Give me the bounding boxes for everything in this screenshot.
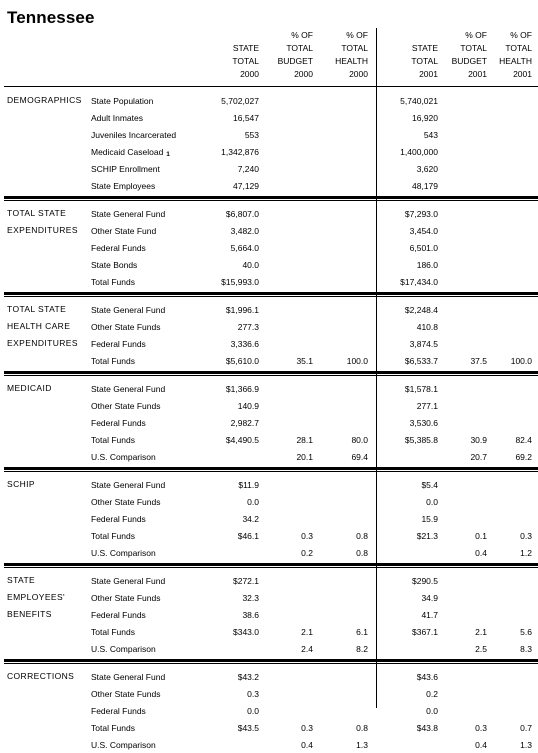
cell-value: 34.2 [242,514,259,524]
cell-value: 28.1 [296,435,313,445]
table-row [0,414,538,431]
cell-value: 0.3 [520,531,532,541]
row-label [91,226,156,236]
cell-value: 2.1 [301,627,313,637]
cell-value: 0.0 [247,497,259,507]
row-label-text: Other State Funds [91,689,161,699]
section-name: TOTAL STATE [7,304,67,314]
section-rule [4,196,538,199]
row-label-text: State General Fund [91,305,166,315]
cell-value: 0.8 [356,548,368,558]
column-header-line: 2001 [513,69,532,79]
column-header-line: TOTAL [460,43,487,53]
table-row [0,544,538,561]
cell-value: 82.4 [515,435,532,445]
cell-value: 277.1 [416,401,438,411]
row-label [91,384,165,394]
row-label-text: Total Funds [91,723,135,733]
cell-value: 3,336.6 [230,339,259,349]
cell-value: 0.3 [301,723,313,733]
cell-value: 0.3 [301,531,313,541]
cell-value: 100.0 [346,356,368,366]
cell-value: $6,533.7 [404,356,438,366]
section-name: CORRECTIONS [7,671,75,681]
row-label-text: SCHIP Enrollment [91,164,160,174]
table-row [0,527,538,544]
row-label-text: State General Fund [91,480,166,490]
section-name: SCHIP [7,479,35,489]
cell-value: $343.0 [233,627,259,637]
row-label-text: State General Fund [91,209,166,219]
table-row [0,205,538,222]
row-label [91,401,160,411]
row-label [91,627,135,637]
table-row [0,380,538,397]
row-label [91,576,165,586]
column-header [499,29,532,81]
column-header-line: HEALTH [499,56,532,66]
cell-value: 1.3 [520,740,532,750]
row-label-text: Federal Funds [91,706,146,716]
header-rule [4,86,538,87]
section-name: EMPLOYEES' [7,592,66,602]
table-row [0,668,538,685]
row-label [91,610,146,620]
section-rule-thin [4,471,538,472]
row-label [91,305,165,315]
table-row [0,640,538,657]
cell-value: $43.8 [416,723,438,733]
row-label [91,740,156,750]
column-header-line: TOTAL [286,43,313,53]
cell-value: $5.4 [421,480,438,490]
cell-value: 5.6 [520,627,532,637]
section-rule [4,467,538,470]
table-row [0,685,538,702]
row-label [91,644,156,654]
table-row [0,92,538,109]
column-header-line: TOTAL [341,43,368,53]
cell-value: $2,248.4 [404,305,438,315]
table-row [0,623,538,640]
cell-value: 16,547 [233,113,259,123]
table-row [0,702,538,719]
cell-value: 0.0 [426,706,438,716]
table-row [0,719,538,736]
cell-value: 0.2 [301,548,313,558]
cell-value: 100.0 [510,356,532,366]
cell-value: 0.1 [475,531,487,541]
table-row [0,160,538,177]
table-row [0,352,538,369]
section-name: DEMOGRAPHICS [7,95,82,105]
cell-value: $1,578.1 [404,384,438,394]
row-label [91,209,165,219]
cell-value: 0.0 [426,497,438,507]
cell-value: $367.1 [412,627,438,637]
row-label [91,672,165,682]
cell-value: 32.3 [242,593,259,603]
cell-value: 2,982.7 [230,418,259,428]
cell-value: 5,740,021 [400,96,438,106]
section-rule [4,563,538,566]
row-label-text: Total Funds [91,435,135,445]
cell-value: 5,702,027 [221,96,259,106]
column-header-line: HEALTH [335,56,368,66]
cell-value: 1.2 [520,548,532,558]
cell-value: $1,996.1 [225,305,259,315]
row-label-text: Adult Inmates [91,113,143,123]
cell-value: 3,874.5 [409,339,438,349]
cell-value: $290.5 [412,576,438,586]
table-row [0,510,538,527]
cell-value: 6,501.0 [409,243,438,253]
column-header [335,29,368,81]
table-row [0,493,538,510]
table-row [0,448,538,465]
cell-value: $21.3 [416,531,438,541]
section-rule [4,659,538,662]
row-label [91,531,135,541]
cell-value: 0.3 [475,723,487,733]
section-name: HEALTH CARE [7,321,71,331]
row-label [91,452,156,462]
row-label [91,181,155,191]
table-row [0,301,538,318]
cell-value: 0.8 [356,531,368,541]
table-row [0,736,538,753]
row-label-text: Federal Funds [91,339,146,349]
row-label-text: Total Funds [91,356,135,366]
row-label [91,339,146,349]
row-label-text: U.S. Comparison [91,740,156,750]
column-header-line: % OF [465,30,487,40]
cell-value: 20.7 [470,452,487,462]
table-row [0,222,538,239]
cell-value: 30.9 [470,435,487,445]
cell-value: 38.6 [242,610,259,620]
section-name: STATE [7,575,36,585]
cell-value: 8.3 [520,644,532,654]
row-label [91,322,160,332]
cell-value: 69.4 [351,452,368,462]
section-rule [4,292,538,295]
cell-value: 6.1 [356,627,368,637]
cell-value: $5,385.8 [404,435,438,445]
table-row [0,177,538,194]
column-header [452,29,487,81]
row-label [91,435,135,445]
column-header [232,42,259,81]
column-header [411,42,438,81]
cell-value: 0.8 [356,723,368,733]
cell-value: 0.2 [426,689,438,699]
cell-value: 40.0 [242,260,259,270]
table-row [0,335,538,352]
cell-value: 15.9 [421,514,438,524]
row-label-text: U.S. Comparison [91,644,156,654]
cell-value: 2.5 [475,644,487,654]
cell-value: 3,482.0 [230,226,259,236]
table-row [0,318,538,335]
row-label-text: Federal Funds [91,610,146,620]
cell-value: 37.5 [470,356,487,366]
section-name: TOTAL STATE [7,208,67,218]
cell-value: 0.4 [475,548,487,558]
table-row [0,256,538,273]
cell-value: 8.2 [356,644,368,654]
cell-value: $272.1 [233,576,259,586]
cell-value: 16,920 [412,113,438,123]
table-row [0,589,538,606]
cell-value: $5,610.0 [225,356,259,366]
cell-value: $43.2 [237,672,259,682]
row-label-text: Total Funds [91,531,135,541]
cell-value: 410.8 [416,322,438,332]
table-row [0,476,538,493]
column-header-line: % OF [291,30,313,40]
row-label-text: Total Funds [91,277,135,287]
column-header [278,29,313,81]
cell-value: $46.1 [237,531,259,541]
row-label [91,548,156,558]
cell-value: 553 [244,130,259,140]
row-label-text: Federal Funds [91,514,146,524]
cell-value: $43.5 [237,723,259,733]
section-rule [4,371,538,374]
row-label-text: State General Fund [91,672,166,682]
row-label-text: State Employees [91,181,156,191]
cell-value: 5,664.0 [230,243,259,253]
cell-value: 0.4 [301,740,313,750]
row-label [91,356,135,366]
cell-value: 3,454.0 [409,226,438,236]
row-label-text: Juveniles Incarcerated [91,130,177,140]
row-label [91,418,146,428]
row-label-text: Federal Funds [91,418,146,428]
row-label [91,277,135,287]
cell-value: 0.4 [475,740,487,750]
row-label-text: U.S. Comparison [91,548,156,558]
row-label-text: Federal Funds [91,243,146,253]
cell-value: 1,400,000 [400,147,438,157]
row-label-text: Medicaid Caseload [91,147,164,157]
column-header-line: % OF [346,30,368,40]
row-label-text: Other State Funds [91,497,161,507]
cell-value: $4,490.5 [225,435,259,445]
cell-value: 0.0 [247,706,259,716]
table-row [0,397,538,414]
row-label-text: State General Fund [91,576,166,586]
row-label-text: Other State Fund [91,226,157,236]
column-header-line: 2000 [294,69,313,79]
cell-value: 543 [423,130,438,140]
column-header-line: BUDGET [451,56,487,66]
row-label [91,480,165,490]
section-rule-thin [4,375,538,376]
column-header-line: TOTAL [505,43,532,53]
column-header-line: 2000 [240,69,259,79]
table-row [0,431,538,448]
table-row [0,273,538,290]
row-label-text: Other State Funds [91,401,161,411]
row-label [91,164,160,174]
cell-value: 35.1 [296,356,313,366]
row-label-text: State Bonds [91,260,138,270]
cell-value: 3,530.6 [409,418,438,428]
cell-value: 2.4 [301,644,313,654]
row-label [91,113,143,123]
footnote-marker: 1 [166,151,170,158]
cell-value: $15,993.0 [221,277,259,287]
cell-value: 0.3 [247,689,259,699]
cell-value: 186.0 [416,260,438,270]
row-label [91,243,146,253]
cell-value: $7,293.0 [404,209,438,219]
cell-value: 140.9 [237,401,259,411]
row-label [91,260,137,270]
section-rule-thin [4,296,538,297]
cell-value: 0.7 [520,723,532,733]
column-header-line: STATE [411,43,438,53]
cell-value: 48,179 [412,181,438,191]
row-label [91,593,160,603]
cell-value: $6,807.0 [225,209,259,219]
column-header-line: 2000 [349,69,368,79]
row-label [91,497,160,507]
section-name: EXPENDITURES [7,338,78,348]
column-header-line: TOTAL [411,56,438,66]
cell-value: 41.7 [421,610,438,620]
cell-value: $11.9 [238,480,259,490]
row-label [91,130,176,140]
section-rule-thin [4,567,538,568]
cell-value: 3,620 [416,164,438,174]
section-name: BENEFITS [7,609,52,619]
cell-value: 1.3 [356,740,368,750]
cell-value: $1,366.9 [225,384,259,394]
cell-value: 1,342,876 [221,147,259,157]
cell-value: 277.3 [237,322,259,332]
cell-value: 34.9 [421,593,438,603]
cell-value: 7,240 [237,164,259,174]
column-header-line: STATE [232,43,259,53]
page-title: Tennessee [7,8,95,27]
row-label [91,723,135,733]
row-label-text: U.S. Comparison [91,452,156,462]
row-label [91,689,160,699]
section-rule-thin [4,200,538,201]
row-label [91,147,170,158]
table-row [0,126,538,143]
cell-value: 80.0 [351,435,368,445]
row-label-text: State Population [91,96,154,106]
row-label-text: State General Fund [91,384,166,394]
row-label-text: Other State Funds [91,593,161,603]
row-label-text: Other State Funds [91,322,161,332]
column-header-line: 2001 [468,69,487,79]
cell-value: 2.1 [475,627,487,637]
table-row [0,572,538,589]
table-row [0,239,538,256]
row-label-text: Total Funds [91,627,135,637]
row-label [91,514,146,524]
cell-value: $43.6 [416,672,438,682]
table-row [0,143,538,160]
column-header-line: BUDGET [277,56,313,66]
column-header-line: 2001 [419,69,438,79]
cell-value: 47,129 [233,181,259,191]
section-name: EXPENDITURES [7,225,78,235]
section-name: MEDICAID [7,383,52,393]
cell-value: 20.1 [296,452,313,462]
table-row [0,109,538,126]
cell-value: 69.2 [515,452,532,462]
column-header-line: % OF [510,30,532,40]
column-header-line: TOTAL [232,56,259,66]
section-rule-thin [4,663,538,664]
row-label [91,96,153,106]
cell-value: $17,434.0 [400,277,438,287]
table-row [0,606,538,623]
